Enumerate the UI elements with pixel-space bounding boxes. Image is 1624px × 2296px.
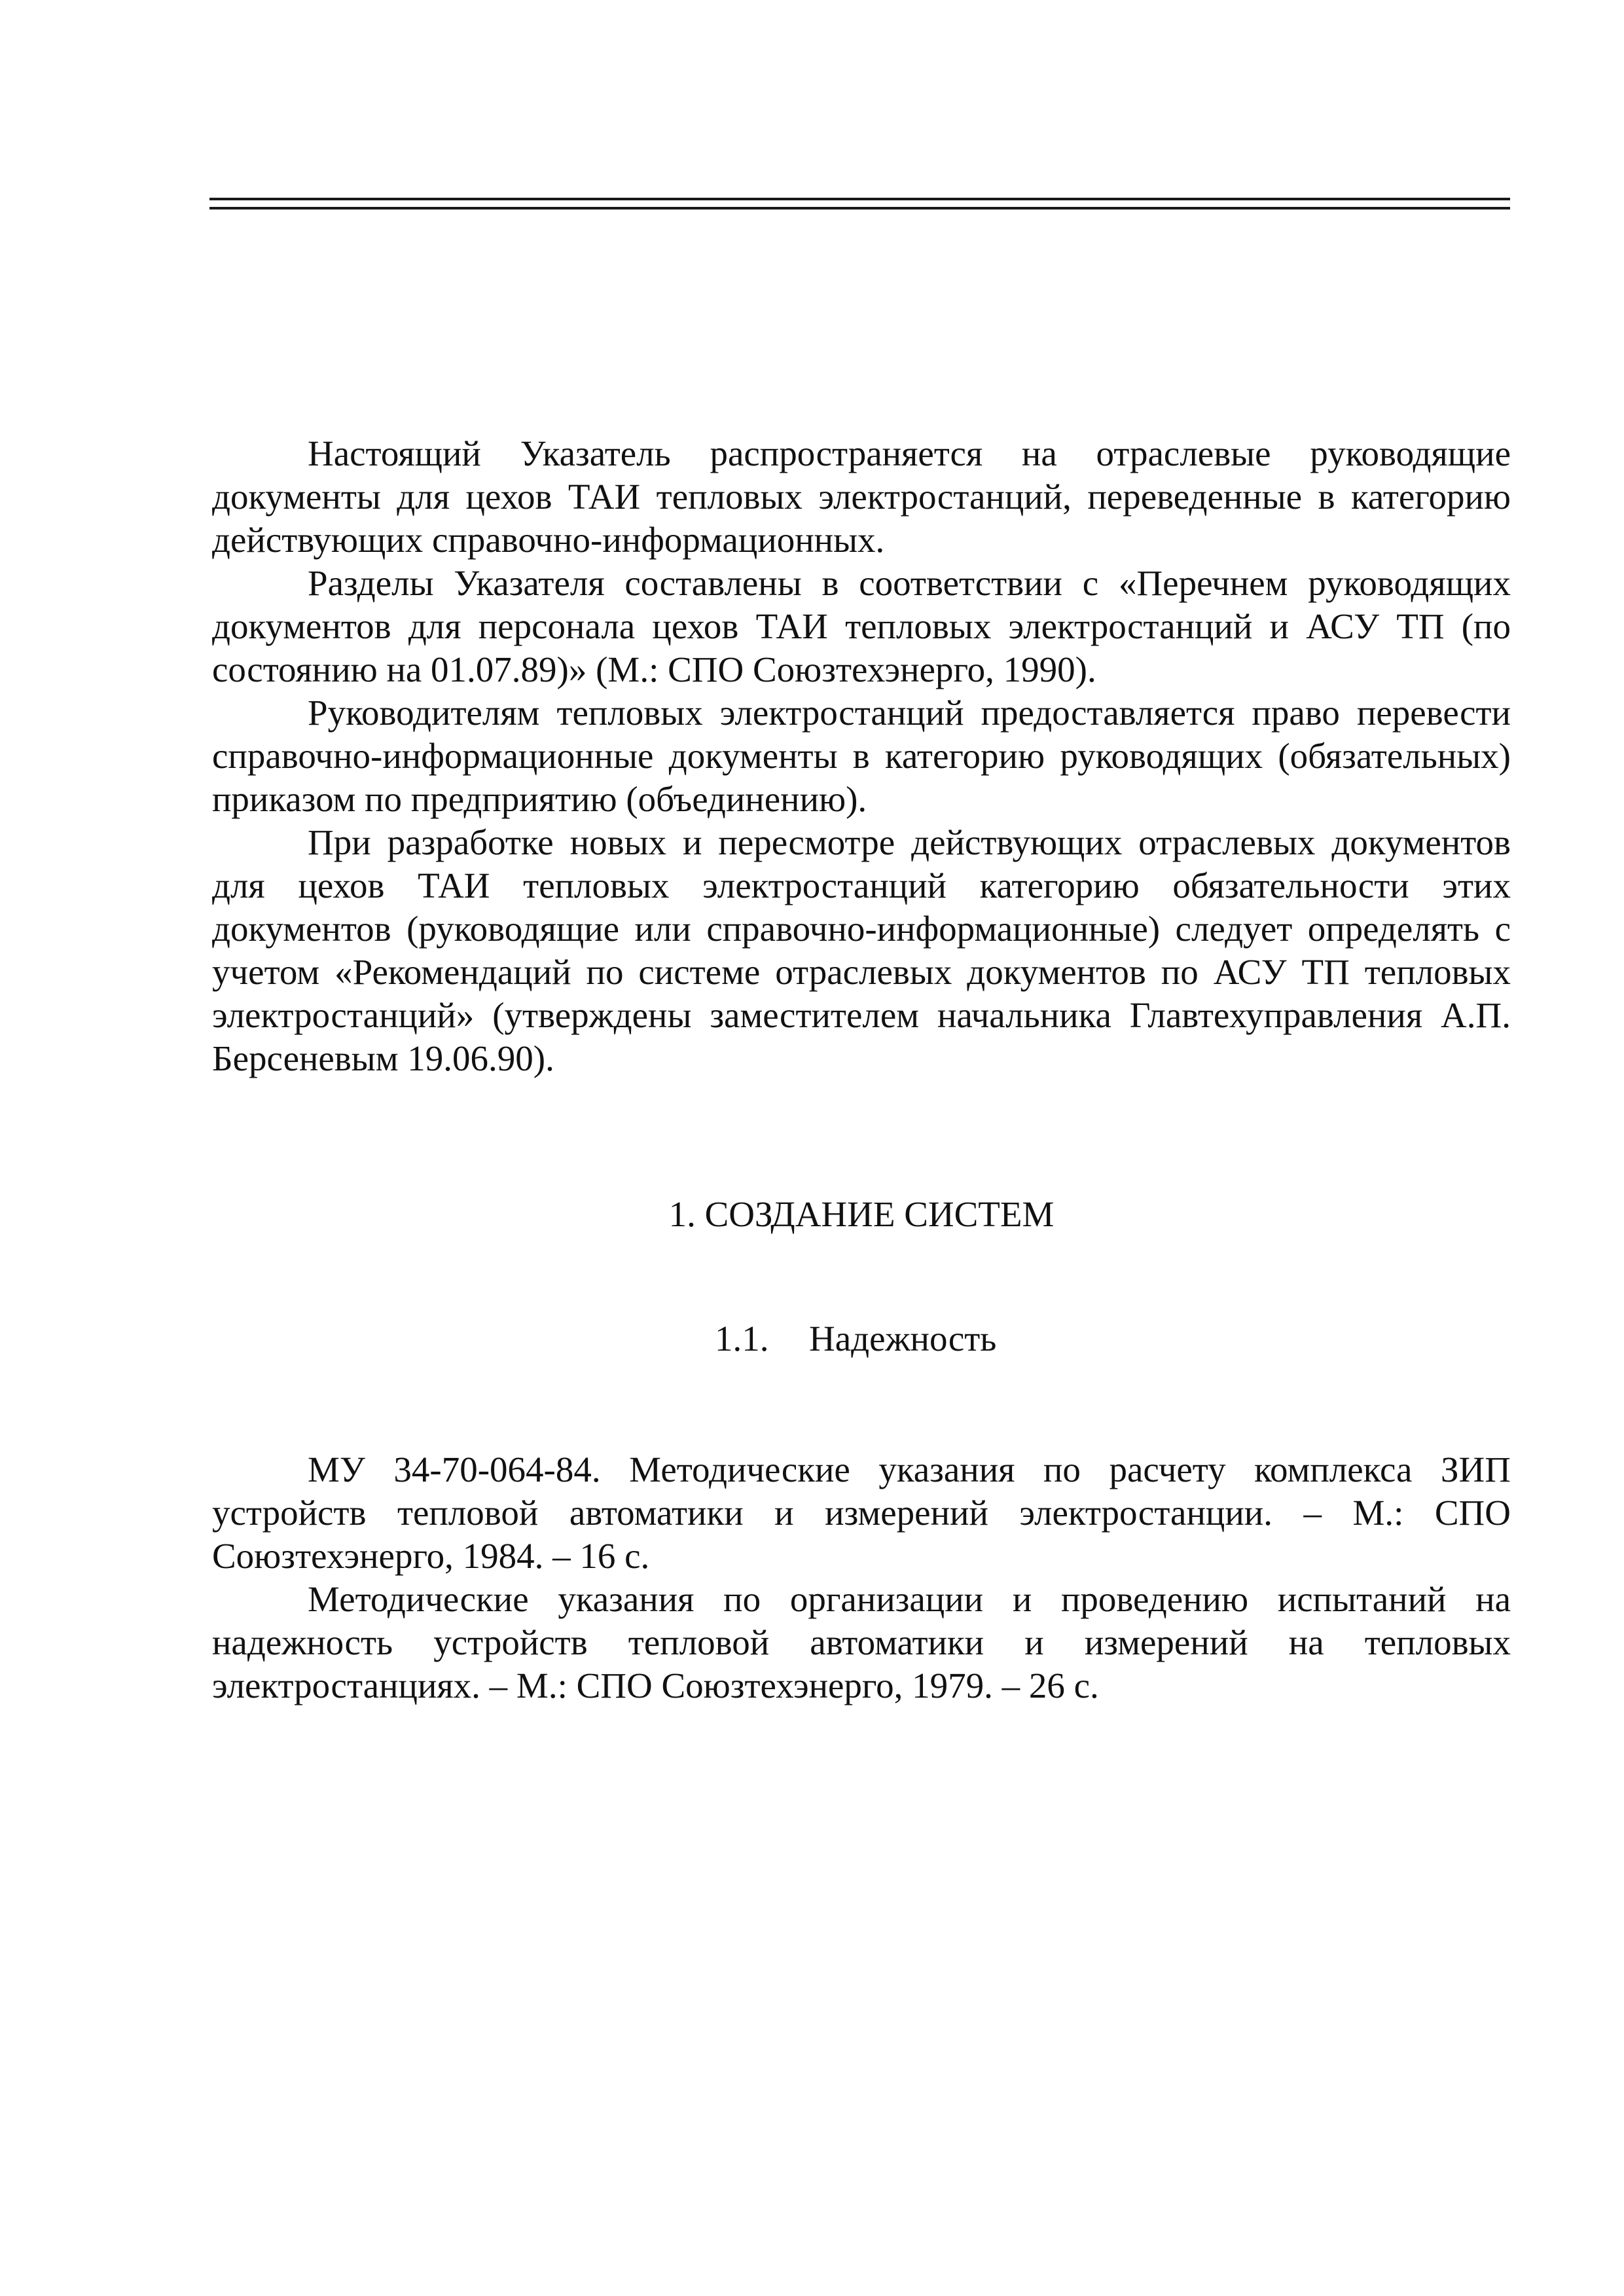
reference-entry: МУ 34-70-064-84. Методические указания по расчету комплекса ЗИП устройств тепловой автоматики и измерений электростанции. – М.: СПО Союзтехэнерго, 1984. – 16 с.	[212, 1449, 1511, 1576]
reference-entry: Методические указания по организации и проведению испытаний на надежность устройств тепловой автоматики и измерений на тепловых электростанциях. – М.: СПО Союзтехэнерго, 1979. – 26 с.	[212, 1579, 1511, 1705]
section-title: 1. СОЗДАНИЕ СИСТЕМ	[668, 1194, 1055, 1234]
intro-paragraph: Руководителям тепловых электростанций предоставляется право перевести справочно-информационные документы в категорию руководящих (обязательных) приказом по предприятию (объединению).	[212, 693, 1511, 819]
intro-paragraph: При разработке новых и пересмотре действующих отраслевых документов для цехов ТАИ тепловых электростанций категорию обязательности этих документов (руководящие или справочно-информационные) следует определять с учетом «Рекомендаций по системе отраслевых документов по АСУ ТП тепловых электростанций» (утверждены заместителем начальника Главтехуправления А.П. Берсеневым 19.06.90).	[212, 822, 1511, 1078]
subsection-title	[715, 1317, 996, 1360]
subsection-label: Надежность	[809, 1319, 997, 1358]
intro-paragraph: Разделы Указателя составлены в соответствии с «Перечнем руководящих документов для персонала цехов ТАИ тепловых электростанций и АСУ ТП (по состоянию на 01.07.89)» (М.: СПО Союзтехэнерго, 1990).	[212, 563, 1511, 689]
subsection-number: 1.1.	[715, 1319, 769, 1358]
intro-paragraph: Настоящий Указатель распространяется на отраслевые руководящие документы для цехов ТАИ тепловых электростанций, переведенные в категорию действующих справочно-информационных.	[212, 433, 1511, 560]
header-rule-bottom	[209, 207, 1510, 210]
intro-text	[212, 432, 1511, 1080]
reference-list	[212, 1448, 1511, 1707]
header-rule-top	[209, 198, 1510, 200]
